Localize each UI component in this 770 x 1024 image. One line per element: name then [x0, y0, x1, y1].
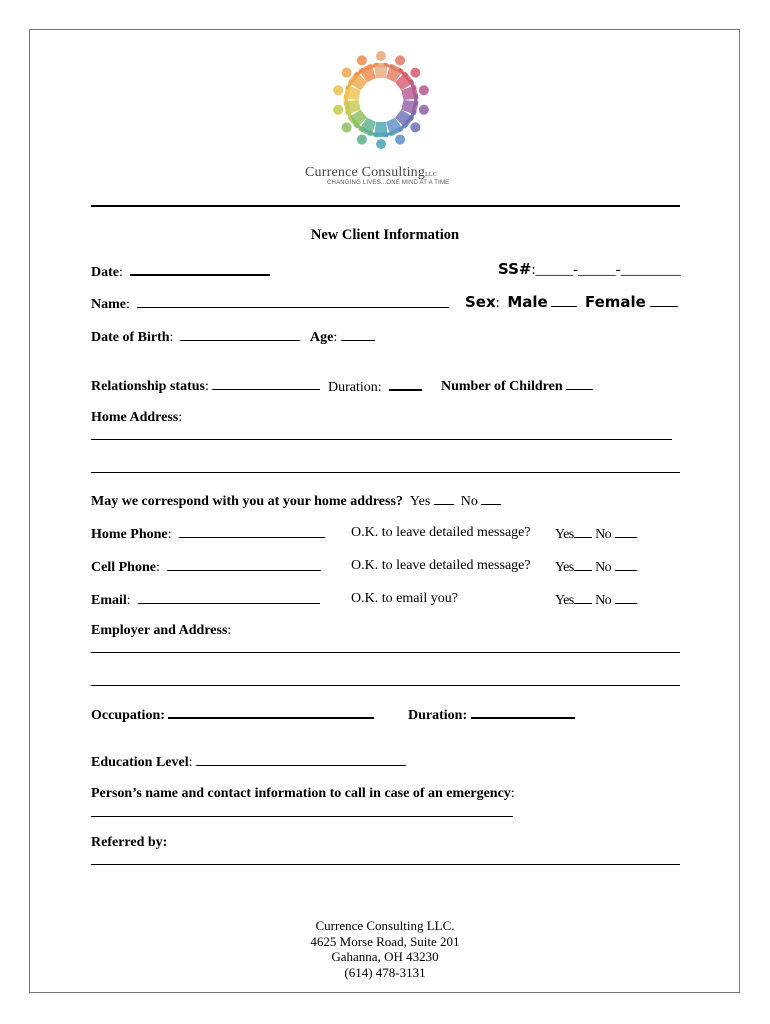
home-phone-field[interactable]: Home Phone:: [91, 525, 325, 543]
relationship-field[interactable]: Relationship status:: [91, 377, 320, 395]
education-field[interactable]: Education Level:: [91, 753, 406, 771]
age-field[interactable]: Age:: [310, 328, 375, 346]
dob-field[interactable]: Date of Birth:: [91, 328, 300, 346]
footer-street: 4625 Morse Road, Suite 201: [310, 933, 460, 949]
employer-label: Employer and Address:: [91, 623, 232, 638]
footer-phone: (614) 478-3131: [344, 964, 426, 980]
children-field[interactable]: Number of Children: [441, 377, 593, 395]
emergency-contact-label: Person’s name and contact information to call in case of an emergency:: [91, 786, 515, 801]
home-phone-message-question: O.K. to leave detailed message?: [351, 525, 531, 540]
relationship-duration-field[interactable]: Duration:: [328, 377, 422, 396]
correspond-field[interactable]: May we correspond with you at your home address? Yes No: [91, 492, 501, 510]
referred-by-label: Referred by:: [91, 835, 168, 850]
home-address-line-2[interactable]: [91, 472, 680, 473]
employer-line-1[interactable]: [91, 652, 680, 653]
emergency-contact-line[interactable]: [91, 816, 513, 817]
referred-by-line[interactable]: [91, 864, 680, 865]
footer-address: [0, 918, 770, 980]
occupation-field[interactable]: Occupation:: [91, 705, 374, 724]
home-address-line-1[interactable]: [91, 439, 672, 440]
cell-phone-field[interactable]: Cell Phone:: [91, 558, 321, 576]
cell-phone-message-question: O.K. to leave detailed message?: [351, 558, 531, 573]
home-address-label: Home Address:: [91, 410, 183, 425]
name-field[interactable]: Name:: [91, 295, 449, 313]
cell-phone-message-yes-no[interactable]: Yes No: [555, 558, 637, 576]
home-phone-message-yes-no[interactable]: Yes No: [555, 525, 637, 543]
footer-city: Gahanna, OH 43230: [331, 949, 439, 964]
email-yes-no[interactable]: Yes No: [555, 591, 637, 609]
sex-field[interactable]: Sex: Male Female: [465, 294, 678, 311]
header-divider: [91, 205, 680, 207]
occupation-duration-field[interactable]: Duration:: [408, 705, 575, 724]
email-field[interactable]: Email:: [91, 591, 320, 609]
logo-company-name: Currence ConsultingLLC: [305, 165, 437, 180]
footer-company: Currence Consulting LLC.: [315, 918, 455, 933]
logo-people-wheel-icon: [330, 44, 432, 160]
ss-field[interactable]: SS#:_____-_____-________: [498, 260, 681, 278]
email-question: O.K. to email you?: [351, 591, 458, 606]
form-title: New Client Information: [310, 227, 460, 243]
logo-tagline: CHANGING LIVES...ONE MIND AT A TIME: [327, 180, 450, 186]
employer-line-2[interactable]: [91, 685, 680, 686]
date-field[interactable]: Date:: [91, 262, 270, 281]
